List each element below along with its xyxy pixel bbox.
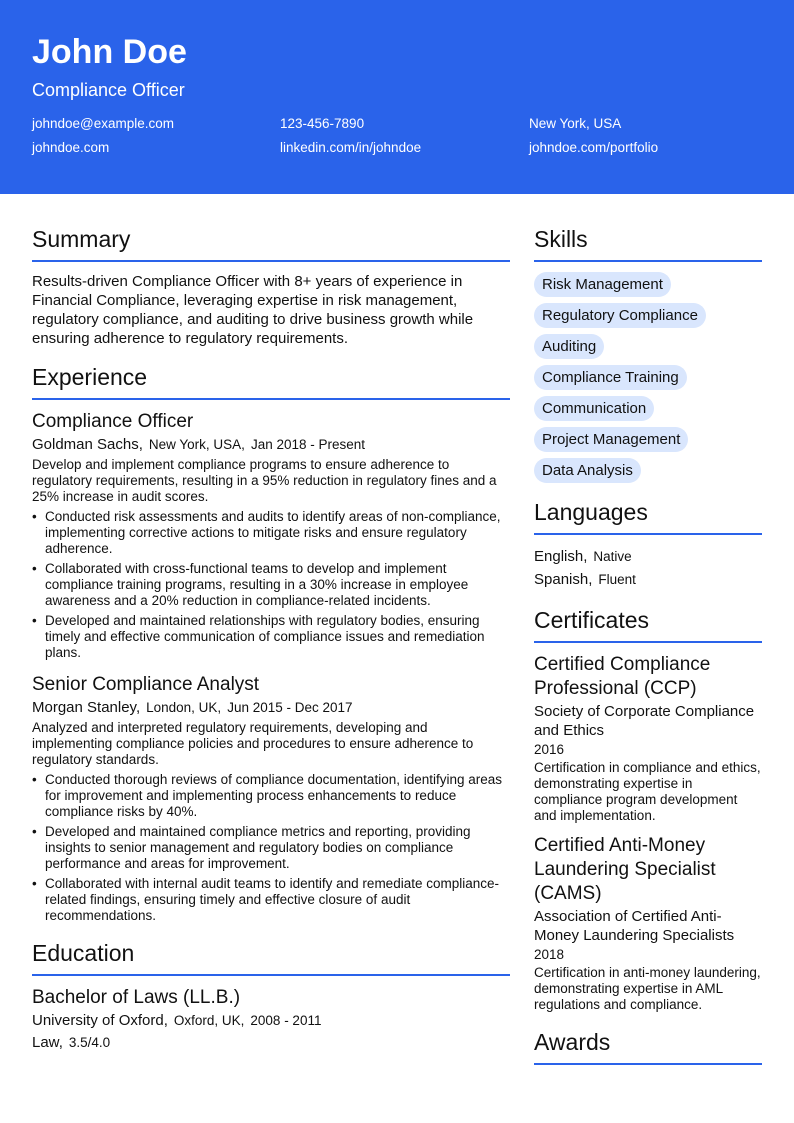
- skill-pill: Communication: [534, 396, 654, 421]
- job-bullet: • Developed and maintained relationships with regulatory bodies, ensuring timely and effective communication of compliance issues and remediation plans.: [32, 613, 510, 661]
- job-description: Develop and implement compliance programs to ensure adherence to regulatory requirements, resulting in a 95% reduction in regulatory fines and a 25% increase in audit scores.: [32, 457, 497, 504]
- job-entry: [32, 410, 510, 661]
- right-column: [534, 224, 762, 1079]
- job-bullet: • Conducted thorough reviews of compliance documentation, identifying areas for improvement and implementing process enhancements to reduce compliance risks by 40%.: [32, 772, 510, 820]
- certificate-org: Society of Corporate Compliance and Ethics: [534, 703, 755, 739]
- location-text: New York, USA: [529, 116, 622, 131]
- skill-pill: Auditing: [534, 334, 604, 359]
- education-section: [32, 938, 510, 1054]
- certificate-entry: [534, 653, 762, 824]
- summary-heading: Summary: [32, 224, 510, 262]
- awards-section: [534, 1027, 762, 1065]
- language-name: Spanish,: [534, 571, 593, 588]
- education-field-line: [32, 1032, 510, 1054]
- school-name: University of Oxford,: [32, 1012, 168, 1029]
- job-location: New York, USA,: [148, 437, 245, 452]
- education-field: Law,: [32, 1034, 63, 1051]
- phone-text: 123-456-7890: [280, 116, 365, 131]
- skill-pill: Risk Management: [534, 272, 671, 297]
- skills-section: [534, 224, 762, 483]
- certificate-description: Certification in compliance and ethics, demonstrating expertise in compliance program development and implementation.: [534, 760, 761, 823]
- email-link[interactable]: johndoe@example.com: [32, 116, 175, 131]
- language-level: Native: [593, 549, 632, 564]
- job-entry: [32, 673, 510, 924]
- education-heading: Education: [32, 938, 510, 976]
- candidate-title: Compliance Officer: [32, 80, 185, 100]
- job-dates: Jan 2018 - Present: [250, 437, 366, 452]
- education-dates: 2008 - 2011: [250, 1013, 322, 1028]
- linkedin-link[interactable]: linkedin.com/in/johndoe: [280, 140, 422, 155]
- language-item: [534, 568, 762, 591]
- job-location: London, UK,: [146, 700, 222, 715]
- skill-pill: Data Analysis: [534, 458, 641, 483]
- language-name: English,: [534, 548, 588, 565]
- resume-header: [0, 0, 794, 194]
- degree-title: Bachelor of Laws (LL.B.): [32, 987, 241, 1008]
- certificates-section: [534, 605, 762, 1013]
- resume-body: [0, 194, 794, 1079]
- school-location: Oxford, UK,: [173, 1013, 245, 1028]
- languages-heading: Languages: [534, 497, 762, 535]
- skills-heading: Skills: [534, 224, 762, 262]
- certificate-year: 2016: [534, 742, 565, 757]
- job-meta: [32, 435, 510, 455]
- certificate-org: Association of Certified Anti-Money Laundering Specialists: [534, 908, 735, 944]
- job-bullet: • Conducted risk assessments and audits to identify areas of non-compliance, implementing corrective actions to mitigate risks and ensure regulatory adherence.: [32, 509, 510, 557]
- skill-pill: Compliance Training: [534, 365, 687, 390]
- website-link[interactable]: johndoe.com: [32, 140, 110, 155]
- experience-heading: Experience: [32, 362, 510, 400]
- job-bullet: • Collaborated with internal audit teams to identify and remediate compliance-related findings, ensuring timely and effective closure of audit recommendations.: [32, 876, 510, 924]
- certificate-title: Certified Compliance Professional (CCP): [534, 654, 711, 699]
- job-bullets: [32, 509, 510, 661]
- language-item: [534, 545, 762, 568]
- languages-section: [534, 497, 762, 591]
- portfolio-link[interactable]: johndoe.com/portfolio: [529, 140, 659, 155]
- job-bullet: • Developed and maintained compliance metrics and reporting, providing insights to senior management and regulatory bodies on compliance performance and areas for improvement.: [32, 824, 510, 872]
- education-meta: [32, 1010, 510, 1032]
- certificate-description: Certification in anti-money laundering, demonstrating expertise in AML regulations and compliance.: [534, 965, 761, 1012]
- job-company: Morgan Stanley,: [32, 699, 141, 716]
- certificate-year: 2018: [534, 947, 565, 962]
- certificate-entry: [534, 834, 762, 1013]
- summary-section: [32, 224, 510, 348]
- job-title: Compliance Officer: [32, 411, 194, 432]
- certificate-title: Certified Anti-Money Laundering Specialist (CAMS): [534, 835, 716, 904]
- job-company: Goldman Sachs,: [32, 436, 143, 453]
- certificates-heading: Certificates: [534, 605, 762, 643]
- job-bullet: • Collaborated with cross-functional teams to develop and implement compliance training programs, resulting in a 30% increase in employee awareness and a 20% reduction in compliance-related incidents.: [32, 561, 510, 609]
- awards-heading: Awards: [534, 1027, 762, 1065]
- contact-grid: [32, 116, 762, 156]
- job-description: Analyzed and interpreted regulatory requirements, developing and implementing compliance policies and procedures to ensure adherence to regulatory standards.: [32, 720, 474, 767]
- job-meta: [32, 698, 510, 718]
- job-title: Senior Compliance Analyst: [32, 674, 260, 695]
- summary-text: Results-driven Compliance Officer with 8+ years of experience in Financial Compliance, leveraging expertise in risk management, regulatory compliance, and auditing to drive business growth while ensuring adherence to regulatory requirements.: [32, 273, 474, 347]
- skill-pill: Regulatory Compliance: [534, 303, 706, 328]
- left-column: [32, 224, 510, 1079]
- education-gpa: 3.5/4.0: [68, 1035, 111, 1050]
- candidate-name: John Doe: [32, 33, 187, 71]
- skill-pill: Project Management: [534, 427, 688, 452]
- experience-section: [32, 362, 510, 924]
- skills-list: [534, 272, 762, 483]
- job-bullets: [32, 772, 510, 924]
- language-level: Fluent: [598, 572, 636, 587]
- job-dates: Jun 2015 - Dec 2017: [227, 700, 353, 715]
